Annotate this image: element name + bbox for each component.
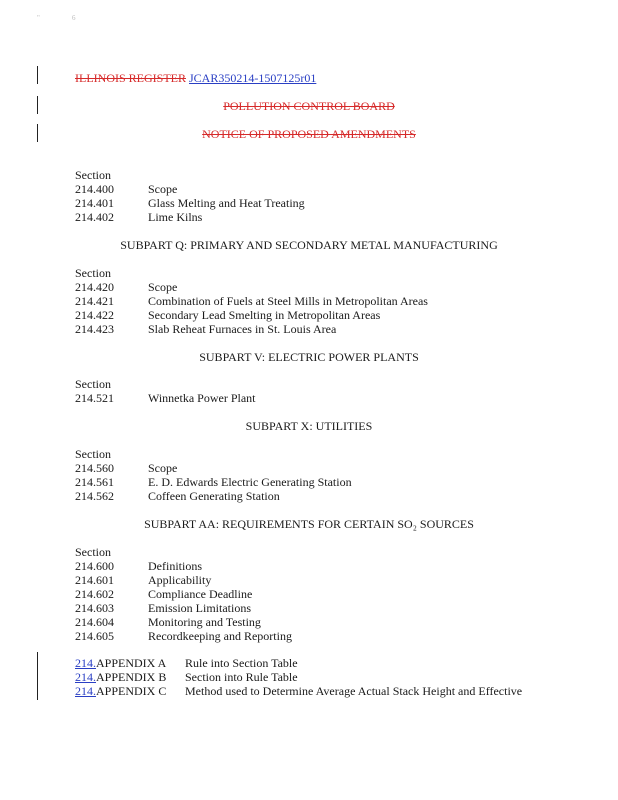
section-title: Glass Melting and Heat Treating — [148, 196, 305, 210]
appendix-title: Section into Rule Table — [185, 670, 298, 684]
section-number: 214.600 — [75, 559, 114, 573]
section-number: 214.601 — [75, 573, 114, 587]
section-number: 214.602 — [75, 587, 114, 601]
section-number: 214.521 — [75, 391, 114, 405]
section-title: Lime Kilns — [148, 210, 203, 224]
subpart-heading: SUBPART AA: REQUIREMENTS FOR CERTAIN SO₂ SOURCES — [144, 517, 474, 531]
section-label: Section — [75, 168, 111, 182]
appendix-inserted-prefix: 214. — [75, 656, 96, 670]
appendix-label: 214.APPENDIX B — [75, 670, 167, 684]
section-title: E. D. Edwards Electric Generating Station — [148, 475, 352, 489]
appendix-inserted-prefix: 214. — [75, 670, 96, 684]
notice-title: NOTICE OF PROPOSED AMENDMENTS — [202, 127, 416, 141]
section-number: 214.605 — [75, 629, 114, 643]
section-number: 214.562 — [75, 489, 114, 503]
subpart-heading: SUBPART V: ELECTRIC POWER PLANTS — [199, 350, 419, 364]
section-number: 214.560 — [75, 461, 114, 475]
appendix-title: Method used to Determine Average Actual Stack Height and Effective — [185, 684, 523, 698]
board-title: POLLUTION CONTROL BOARD — [223, 99, 395, 113]
corner-mark-left: " — [37, 14, 40, 22]
subpart-heading: SUBPART X: UTILITIES — [245, 419, 373, 433]
change-bar — [37, 66, 38, 84]
section-number: 214.400 — [75, 182, 114, 196]
section-title: Definitions — [148, 559, 202, 573]
section-title: Winnetka Power Plant — [148, 391, 256, 405]
appendix-label: 214.APPENDIX C — [75, 684, 167, 698]
corner-mark-right: 6 — [72, 14, 76, 22]
section-title: Slab Reheat Furnaces in St. Louis Area — [148, 322, 337, 336]
section-number: 214.561 — [75, 475, 114, 489]
section-number: 214.401 — [75, 196, 114, 210]
section-title: Scope — [148, 461, 178, 475]
register-inserted: JCAR350214-1507125r01 — [189, 71, 317, 85]
section-title: Monitoring and Testing — [148, 615, 261, 629]
section-title: Combination of Fuels at Steel Mills in Metropolitan Areas — [148, 294, 428, 308]
section-title: Scope — [148, 280, 178, 294]
subpart-heading: SUBPART Q: PRIMARY AND SECONDARY METAL MANUFACTURING — [120, 238, 498, 252]
section-label: Section — [75, 377, 111, 391]
section-number: 214.421 — [75, 294, 114, 308]
section-number: 214.423 — [75, 322, 114, 336]
section-number: 214.402 — [75, 210, 114, 224]
section-label: Section — [75, 545, 111, 559]
section-number: 214.420 — [75, 280, 114, 294]
section-title: Recordkeeping and Reporting — [148, 629, 292, 643]
appendix-inserted-prefix: 214. — [75, 684, 96, 698]
section-number: 214.603 — [75, 601, 114, 615]
section-label: Section — [75, 266, 111, 280]
section-title: Coffeen Generating Station — [148, 489, 280, 503]
section-number: 214.422 — [75, 308, 114, 322]
section-title: Scope — [148, 182, 178, 196]
section-title: Secondary Lead Smelting in Metropolitan Areas — [148, 308, 381, 322]
register-header — [75, 71, 316, 86]
section-title: Applicability — [148, 573, 212, 587]
section-label: Section — [75, 447, 111, 461]
appendix-title: Rule into Section Table — [185, 656, 298, 670]
register-deleted: ILLINOIS REGISTER — [75, 71, 186, 85]
section-title: Compliance Deadline — [148, 587, 253, 601]
section-title: Emission Limitations — [148, 601, 252, 615]
section-number: 214.604 — [75, 615, 114, 629]
appendix-label: 214.APPENDIX A — [75, 656, 167, 670]
change-bar — [37, 652, 38, 700]
